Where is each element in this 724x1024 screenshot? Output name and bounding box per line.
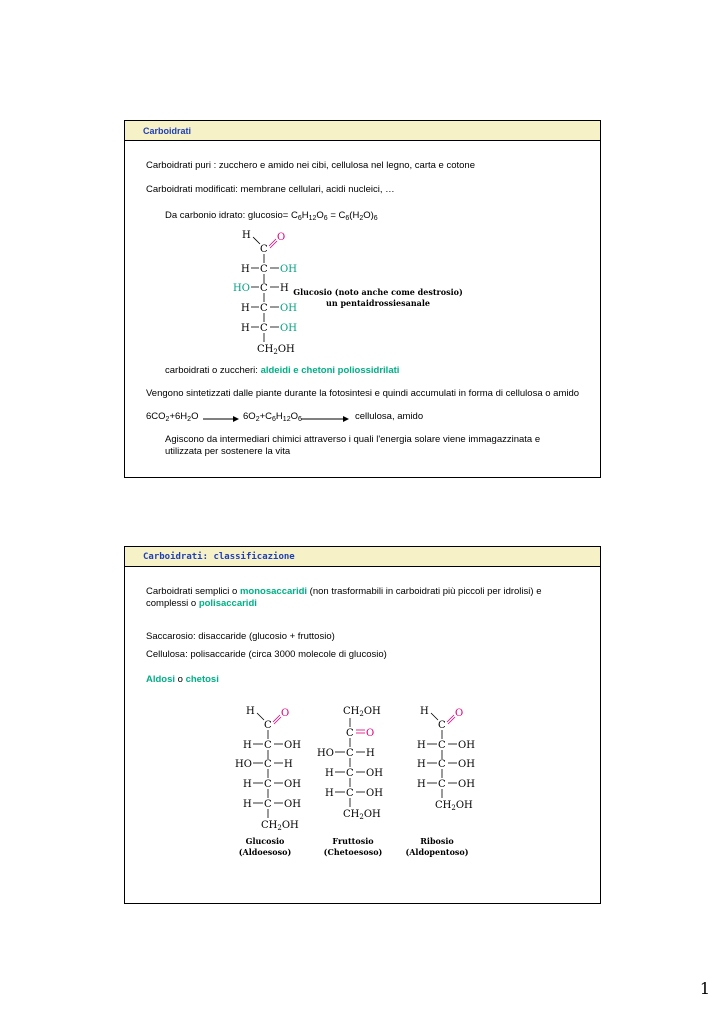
- svg-text:C: C: [264, 720, 272, 731]
- svg-text:CH2OH: $CH_2OH$: [435, 800, 473, 812]
- svg-text:C: C: [264, 759, 272, 770]
- text-zuccheri: [165, 365, 399, 377]
- formula-glucosio: Da carbonio idrato: glucosio= $C_6H_{12}O_6 = C_6(H_2O)_6$: [165, 210, 378, 222]
- complex-prefix: complessi o: [146, 598, 199, 609]
- svg-text:HO: HO: [235, 759, 252, 770]
- svg-text:C: C: [346, 788, 354, 799]
- svg-text:H: H: [366, 748, 375, 759]
- svg-text:H: H: [417, 759, 426, 770]
- ribosio-structure: [407, 703, 487, 813]
- reaction-products: $6O_2+C_6H_{12}O_6$: [243, 411, 302, 423]
- polisaccaridi-highlight: polisaccaridi: [198, 598, 257, 609]
- text-carboidrati-modificati: Carboidrati modificati: membrane cellulari, acidi nucleici, …: [146, 184, 395, 195]
- svg-text:C: C: [438, 720, 446, 731]
- page-number: 1: [699, 979, 710, 998]
- svg-text:OH: OH: [280, 303, 297, 314]
- caption-glucosio: [225, 836, 305, 858]
- svg-text:OH: OH: [280, 264, 297, 275]
- svg-text:O: O: [277, 232, 286, 243]
- svg-text:H: H: [243, 799, 252, 810]
- svg-text:H: H: [417, 779, 426, 790]
- svg-text:CH2OH: $CH_2OH$: [257, 344, 295, 356]
- svg-text:O: O: [366, 728, 375, 739]
- svg-text:H: H: [420, 706, 429, 717]
- caption-ribosio-name: Ribosio: [420, 836, 454, 846]
- glucose-caption-line1: Glucosio (noto anche come destrosio): [293, 287, 463, 297]
- text-saccarosio: Saccarosio: disaccaride (glucosio + fruttosio): [146, 631, 335, 642]
- text-aldosi-chetosi: [146, 674, 219, 686]
- chetosi-label: chetosi: [185, 674, 219, 685]
- text-monosaccaridi: [146, 586, 541, 598]
- svg-text:C: C: [264, 740, 272, 751]
- svg-text:H: H: [241, 264, 250, 275]
- svg-text:C: C: [260, 244, 268, 255]
- svg-text:CH2OH: $CH_2OH$: [343, 706, 381, 718]
- text-polisaccaridi: [146, 598, 257, 610]
- svg-text:C: C: [264, 799, 272, 810]
- svg-text:H: H: [242, 230, 251, 241]
- svg-text:H: H: [246, 706, 255, 717]
- svg-text:H: H: [325, 768, 334, 779]
- zuccheri-highlight: aldeidi e chetoni poliossidrilati: [260, 365, 400, 376]
- svg-text:C: C: [438, 779, 446, 790]
- glucose-caption: [293, 287, 463, 309]
- caption-ribosio: [397, 836, 477, 858]
- caption-fruttosio-name: Fruttosio: [332, 836, 374, 846]
- reaction-arrow-2: [301, 414, 349, 424]
- svg-text:HO: HO: [233, 283, 250, 294]
- svg-text:C: C: [346, 768, 354, 779]
- svg-text:C: C: [346, 728, 354, 739]
- svg-text:CH2OH: $CH_2OH$: [343, 809, 381, 821]
- slide-carboidrati: [124, 120, 601, 478]
- svg-text:H: H: [325, 788, 334, 799]
- text-cellulosa: Cellulosa: polisaccaride (circa 3000 molecole di glucosio): [146, 649, 387, 660]
- svg-text:C: C: [260, 323, 268, 334]
- svg-text:C: C: [438, 759, 446, 770]
- svg-text:H: H: [241, 303, 250, 314]
- svg-text:C: C: [438, 740, 446, 751]
- svg-text:O: O: [281, 708, 290, 719]
- reaction-reactants: $6CO_2+6H_2O$: [146, 411, 199, 423]
- slide-title: Carboidrati: classificazione: [125, 547, 600, 567]
- text-carboidrati-puri: Carboidrati puri : zucchero e amido nei cibi, cellulosa nel legno, carta e cotone: [146, 160, 475, 171]
- svg-text:O: O: [455, 708, 464, 719]
- svg-text:C: C: [260, 303, 268, 314]
- reaction-arrow-1: [203, 414, 239, 424]
- svg-text:H: H: [243, 779, 252, 790]
- reaction-end-product: cellulosa, amido: [355, 411, 424, 422]
- svg-text:OH: OH: [280, 323, 297, 334]
- svg-text:OH: OH: [284, 740, 301, 751]
- svg-text:H: H: [241, 323, 250, 334]
- svg-text:C: C: [264, 779, 272, 790]
- zuccheri-prefix: carboidrati o zuccheri:: [165, 365, 261, 376]
- o-label: o: [175, 674, 186, 685]
- svg-text:C: C: [260, 264, 268, 275]
- svg-text:H: H: [243, 740, 252, 751]
- slide-title: Carboidrati: [125, 121, 600, 141]
- svg-text:OH: OH: [366, 788, 383, 799]
- svg-text:OH: OH: [458, 759, 475, 770]
- caption-ribosio-sub: (Aldopentoso): [405, 847, 469, 857]
- svg-text:OH: OH: [458, 779, 475, 790]
- text-energia: Agiscono da intermediari chimici attraverso i quali l'energia solare viene immagazzinata e utilizzata per sostenere la vita: [165, 434, 541, 457]
- svg-text:H: H: [417, 740, 426, 751]
- text-fotosintesi: Vengono sintetizzati dalle piante durante la fotosintesi e quindi accumulati in forma di cellulosa o amido: [146, 388, 580, 399]
- svg-text:C: C: [260, 283, 268, 294]
- caption-glucosio-name: Glucosio: [245, 836, 285, 846]
- simple-prefix: Carboidrati semplici o: [146, 586, 240, 597]
- formula-prefix: Da carbonio idrato: glucosio= C: [165, 210, 298, 221]
- svg-text:OH: OH: [366, 768, 383, 779]
- svg-text:CH2OH: $CH_2OH$: [261, 820, 299, 832]
- caption-fruttosio: [313, 836, 393, 858]
- aldosi-label: Aldosi: [146, 674, 176, 685]
- svg-text:C: C: [346, 748, 354, 759]
- glucose-caption-line2: un pentaidrossiesanale: [326, 298, 430, 308]
- monosaccaridi-highlight: monosaccaridi: [239, 586, 308, 597]
- svg-text:OH: OH: [284, 779, 301, 790]
- svg-text:HO: HO: [317, 748, 334, 759]
- svg-text:OH: OH: [458, 740, 475, 751]
- slide-classificazione: [124, 546, 601, 904]
- svg-text:H: H: [284, 759, 293, 770]
- caption-glucosio-sub: (Aldoesoso): [238, 847, 292, 857]
- svg-text:OH: OH: [284, 799, 301, 810]
- caption-fruttosio-sub: (Chetoesoso): [323, 847, 383, 857]
- simple-suffix: (non trasformabili in carboidrati più piccoli per idrolisi) e: [307, 586, 542, 597]
- fruttosio-structure: [315, 703, 395, 833]
- svg-text:H: H: [280, 283, 289, 294]
- glucosio-structure: [233, 703, 313, 833]
